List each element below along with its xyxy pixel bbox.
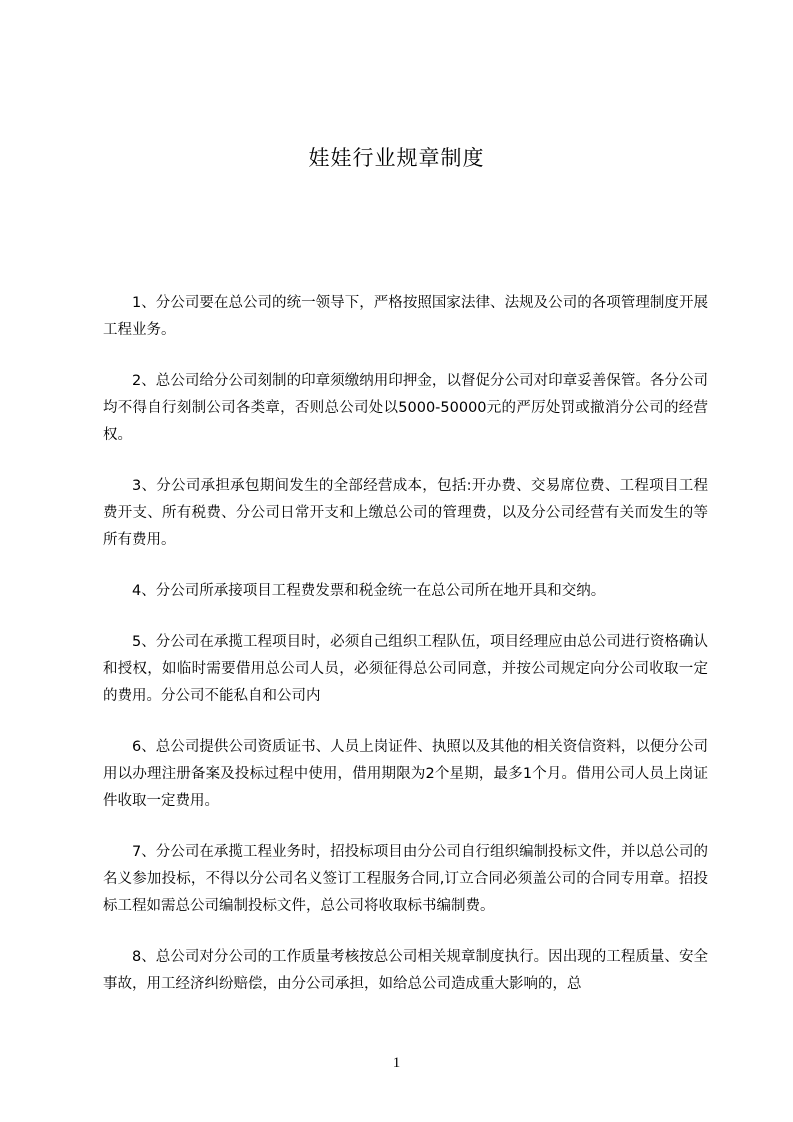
clause-2: 2、总公司给分公司刻制的印章须缴纳用印押金，以督促分公司对印章妥善保管。各分公司均不得自行刻制公司各类章，否则总公司处以5000-50000元的严厉处罚或撤消分公司的经营权。 xyxy=(103,373,708,443)
page-number: 1 xyxy=(392,1055,401,1071)
clause-1: 1、分公司要在总公司的统一领导下，严格按照国家法律、法规及公司的各项管理制度开展工程业务。 xyxy=(103,295,708,338)
clause-8: 8、总公司对分公司的工作质量考核按总公司相关规章制度执行。因出现的工程质量、安全事故，用工经济纠纷赔偿，由分公司承担，如给总公司造成重大影响的，总 xyxy=(103,949,708,992)
clause-4: 4、分公司所承接项目工程费发票和税金统一在总公司所在地开具和交纳。 xyxy=(132,583,606,599)
clause-list xyxy=(103,290,708,1022)
clause-7: 7、分公司在承揽工程业务时，招投标项目由分公司自行组织编制投标文件，并以总公司的名义参加投标，不得以分公司名义签订工程服务合同,订立合同必须盖公司的合同专用章。招投标工程如需总公司编制投标文件，总公司将收取标书编制费。 xyxy=(103,844,708,914)
clause-5: 5、分公司在承揽工程项目时，必须自己组织工程队伍，项目经理应由总公司进行资格确认和授权，如临时需要借用总公司人员，必须征得总公司同意，并按公司规定向分公司收取一定的费用。分公司不能私自和公司内 xyxy=(103,634,708,704)
page-title: 娃娃行业规章制度 xyxy=(308,146,485,170)
clause-6: 6、总公司提供公司资质证书、人员上岗证件、执照以及其他的相关资信资料，以便分公司用以办理注册备案及投标过程中使用，借用期限为2个星期，最多1个月。借用公司人员上岗证件收取一定费用。 xyxy=(103,739,708,809)
clause-3: 3、分公司承担承包期间发生的全部经营成本，包括:开办费、交易席位费、工程项目工程费开支、所有税费、分公司日常开支和上缴总公司的管理费，以及分公司经营有关而发生的等所有费用。 xyxy=(103,478,708,548)
